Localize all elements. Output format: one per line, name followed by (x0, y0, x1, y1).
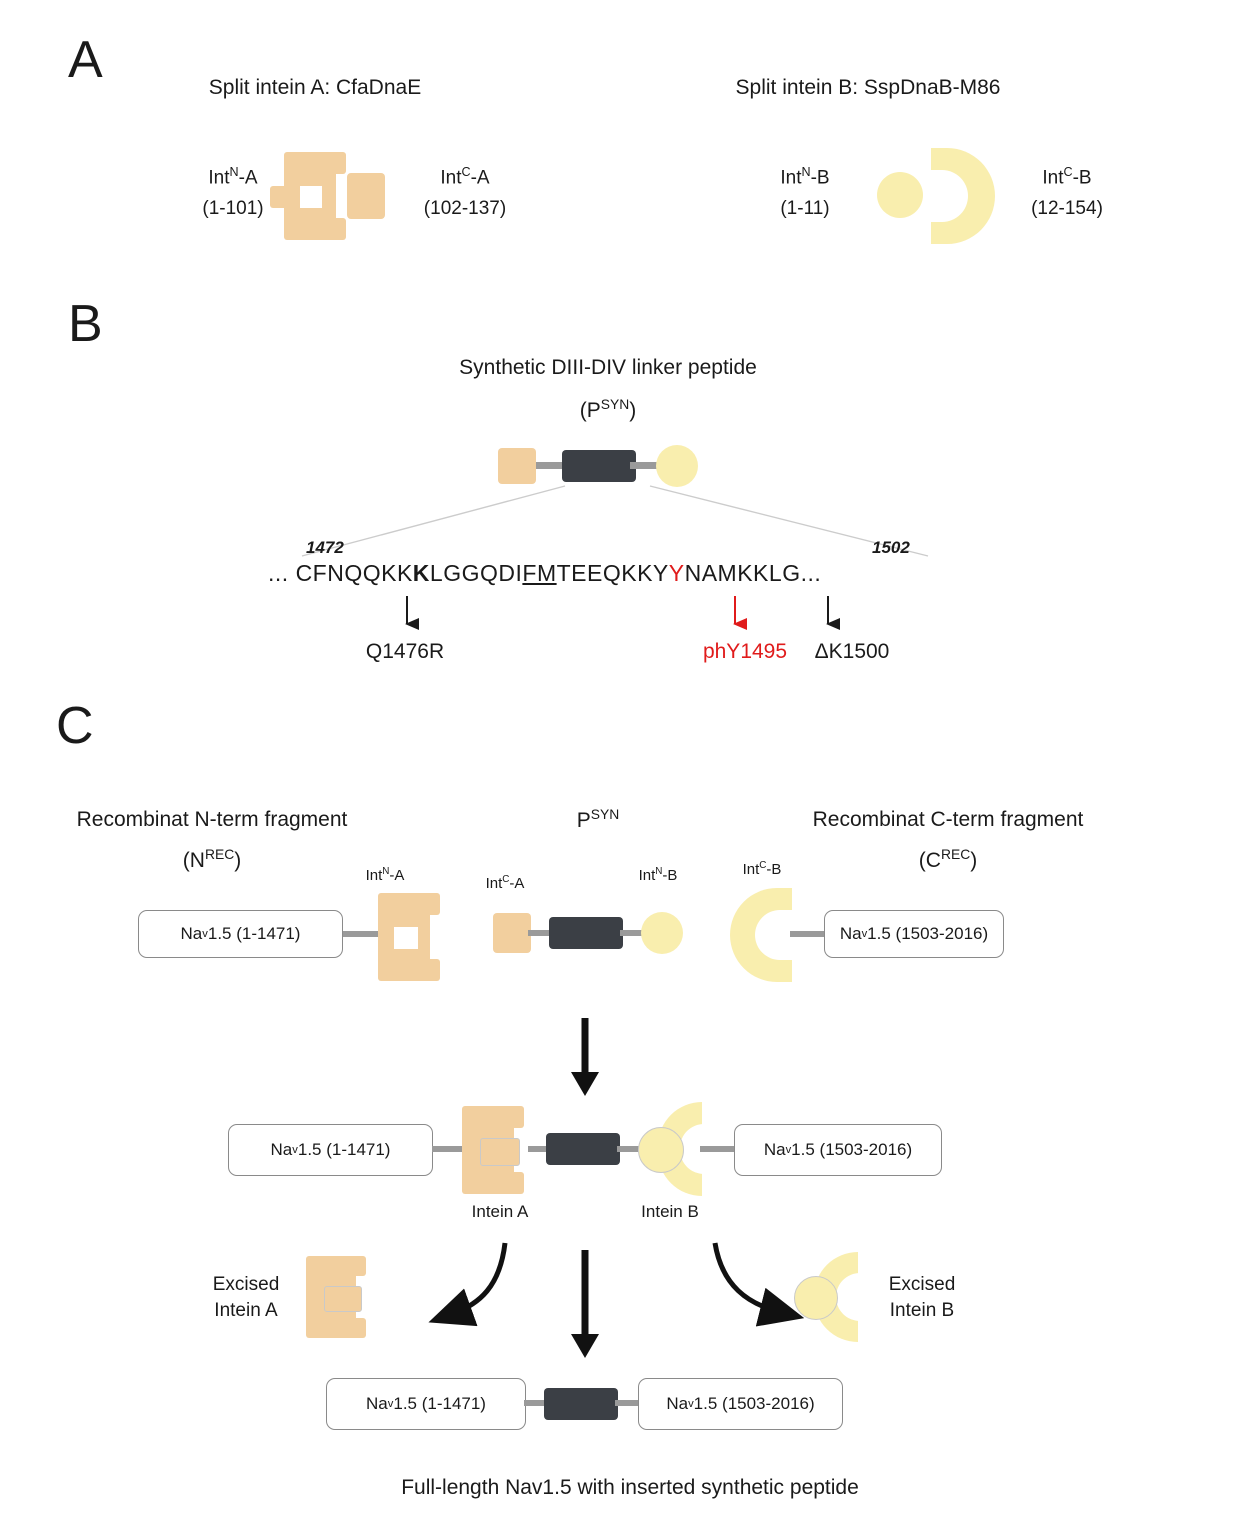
panel-c-caption: Full-length Nav1.5 with inserted synthetic peptide (401, 1476, 859, 1499)
excised-intein-a-shape (306, 1256, 382, 1338)
connector-c-row1 (790, 931, 826, 937)
psyn-peptide-block-row1 (549, 917, 623, 949)
psyn-intc-a-block-row1 (493, 913, 531, 953)
intein-a-assembled-row2 (462, 1106, 534, 1194)
nav-c-box-row1 (824, 910, 1004, 958)
tag-intc-b (712, 860, 812, 878)
nav-n-sub-2: v (292, 1144, 298, 1156)
psyn-open: (P (579, 399, 601, 422)
panel-b-title-line2 (428, 396, 788, 423)
nav-n-sub-1: v (202, 928, 208, 940)
nav-n-post-3: 1.5 (1-1471) (393, 1394, 486, 1413)
nav-c-post-3: 1.5 (1503-2016) (693, 1394, 815, 1413)
seq-seg-5: Y (652, 560, 669, 586)
nav-c-pre-3: Na (666, 1394, 689, 1413)
peptide-block-row2 (546, 1133, 620, 1165)
panel-a-left-intc-range: (102-137) (423, 198, 507, 219)
nav-c-box-final (638, 1378, 843, 1430)
tag-intn-a-post: -A (389, 867, 405, 884)
intn-b-text: Int (780, 167, 802, 189)
intein-a-c-shape (347, 173, 385, 219)
tag-intc-a-post: -A (509, 875, 525, 892)
panel-a-left-intc-label (400, 165, 530, 189)
mutation-label-0: Q1476R (365, 640, 445, 663)
sequence-suffix: ... (800, 560, 822, 586)
psyn-intn-b-circle-row1 (641, 912, 683, 954)
crec-sup: REC (940, 846, 971, 862)
tag-intn-b-text: Int (638, 867, 656, 884)
excised-a-label (186, 1272, 306, 1323)
seq-seg-3: FM (522, 560, 557, 586)
nav-n-pre-2: Na (270, 1140, 293, 1159)
nav-c-post-1: 1.5 (1503-2016) (867, 924, 989, 943)
sequence-prefix: ... (268, 560, 296, 586)
nav-n-sub-3: v (387, 1398, 394, 1410)
nrec-close: ) (234, 849, 242, 872)
panel-a-letter: A (68, 31, 103, 89)
tag-intn-a-text: Int (365, 867, 383, 884)
tag-intn-a (330, 866, 440, 884)
panel-c-letter: C (56, 697, 94, 755)
tag-intc-a-sup: C (502, 874, 510, 885)
panel-c-right-title-line1: Recombinat C-term fragment (812, 808, 1084, 831)
excised-b-label (862, 1272, 982, 1323)
excised-b-line1: Excised (888, 1274, 956, 1295)
nav-n-box-final (326, 1378, 526, 1430)
intein-b-assembled-row2 (634, 1102, 702, 1196)
seq-seg-1: K (412, 560, 430, 586)
panel-a-right-intn-range: (1-11) (780, 198, 830, 219)
tag-intc-a (455, 874, 555, 892)
tag-intc-b-text: Int (742, 861, 760, 878)
psyn-c-text: P (576, 809, 591, 832)
intn-b-sup: N (801, 165, 811, 179)
panel-b-sequence (268, 560, 821, 587)
intc-a-suffix: -A (470, 167, 490, 189)
connector-final-left (524, 1400, 546, 1406)
panel-c-center-title (518, 806, 678, 833)
panel-b-intn-b-circle (656, 445, 698, 487)
intein-a-n-shape (284, 152, 346, 240)
panel-c-left-title-line1: Recombinat N-term fragment (76, 808, 348, 831)
connector-n-row1 (343, 931, 379, 937)
crec-open: (C (918, 849, 941, 872)
peptide-block-final (544, 1388, 618, 1420)
nav-c-post-2: 1.5 (1503-2016) (791, 1140, 913, 1159)
seq-seg-4: TEEQKK (556, 560, 653, 586)
nav-c-sub-1: v (861, 928, 868, 940)
panel-a-left-title: Split intein A: CfaDnaE (208, 76, 422, 99)
nav-n-box-row2 (228, 1124, 433, 1176)
connector-n-row2 (432, 1146, 464, 1152)
panel-b-intc-a-block (498, 448, 536, 484)
intein-a-caption: Intein A (471, 1202, 529, 1221)
nav-n-post-1: 1.5 (1-1471) (207, 924, 301, 943)
psyn-close: ) (629, 399, 637, 422)
intc-b-sup: C (1063, 165, 1073, 179)
panel-b-peptide-block (562, 450, 636, 482)
seq-seg-0: CFNQQKK (295, 560, 413, 586)
nav-n-box-row1 (138, 910, 343, 958)
tag-intn-b-post: -B (662, 867, 678, 884)
intc-b-text: Int (1042, 167, 1064, 189)
connector-peptide-left-row2 (528, 1146, 548, 1152)
panel-c-right-title-line2 (778, 846, 1118, 873)
panel-a-left-intn-range: (1-101) (202, 198, 264, 219)
intein-b-c-shape-row1 (730, 888, 792, 982)
excised-a-line2: Intein A (214, 1299, 278, 1321)
seq-seg-6: Y (668, 560, 685, 586)
intn-a-sup: N (229, 165, 239, 179)
nrec-open: (N (182, 849, 205, 872)
intc-b-suffix: -B (1072, 167, 1092, 189)
psyn-c-sup: SYN (590, 806, 620, 822)
panel-b-start-number: 1472 (306, 538, 344, 557)
nav-n-pre-3: Na (366, 1394, 388, 1413)
tag-intc-a-text: Int (485, 875, 503, 892)
crec-close: ) (970, 849, 978, 872)
intc-a-text: Int (440, 167, 462, 189)
nav-c-sub-3: v (688, 1398, 694, 1410)
tag-intc-b-sup: C (759, 860, 767, 871)
panel-a-right-intc-label (1002, 165, 1132, 189)
tag-intn-b-sup: N (655, 866, 663, 877)
tag-intn-a-sup: N (382, 866, 390, 877)
connector-c-row2 (700, 1146, 736, 1152)
mutation-label-2: ΔK1500 (814, 640, 890, 663)
intein-a-n-shape-row1 (378, 893, 440, 981)
tag-intc-b-post: -B (766, 861, 782, 878)
intn-a-text: Int (208, 167, 230, 189)
excised-intein-b-shape (790, 1252, 860, 1342)
panel-b-letter: B (68, 295, 103, 353)
nav-c-box-row2 (734, 1124, 942, 1176)
process-arrow-2 (555, 1250, 615, 1360)
mutation-label-1: phY1495 (702, 640, 788, 663)
panel-b-title-line1: Synthetic DIII-DIV linker peptide (459, 356, 757, 379)
panel-b-end-number: 1502 (872, 538, 910, 557)
intn-a-suffix: -A (238, 167, 258, 189)
seq-seg-7: NAMKKLG (684, 560, 801, 586)
nav-n-pre-1: Na (180, 924, 203, 943)
excised-a-line1: Excised (212, 1274, 280, 1295)
nav-n-post-2: 1.5 (1-1471) (297, 1140, 391, 1159)
psyn-sup: SYN (600, 396, 630, 412)
intc-a-sup: C (461, 165, 471, 179)
nav-c-sub-2: v (785, 1144, 792, 1156)
intein-b-c-shape (931, 148, 995, 244)
intein-b-n-shape (877, 172, 923, 218)
panel-b-mutation-arrows (380, 596, 900, 634)
panel-a-right-title: Split intein B: SspDnaB-M86 (735, 76, 1001, 99)
intein-b-caption: Intein B (641, 1202, 699, 1221)
excised-b-line2: Intein B (889, 1299, 955, 1321)
tag-intn-b (608, 866, 708, 884)
nav-c-pre-2: Na (763, 1140, 786, 1159)
intn-b-suffix: -B (810, 167, 830, 189)
panel-a-right-intn-label (750, 165, 860, 189)
process-arrow-1 (555, 1018, 615, 1096)
nav-c-pre-1: Na (839, 924, 862, 943)
panel-a-right-intc-range: (12-154) (1031, 198, 1103, 219)
nrec-sup: REC (204, 846, 235, 862)
seq-seg-2: LGGQDI (429, 560, 523, 586)
